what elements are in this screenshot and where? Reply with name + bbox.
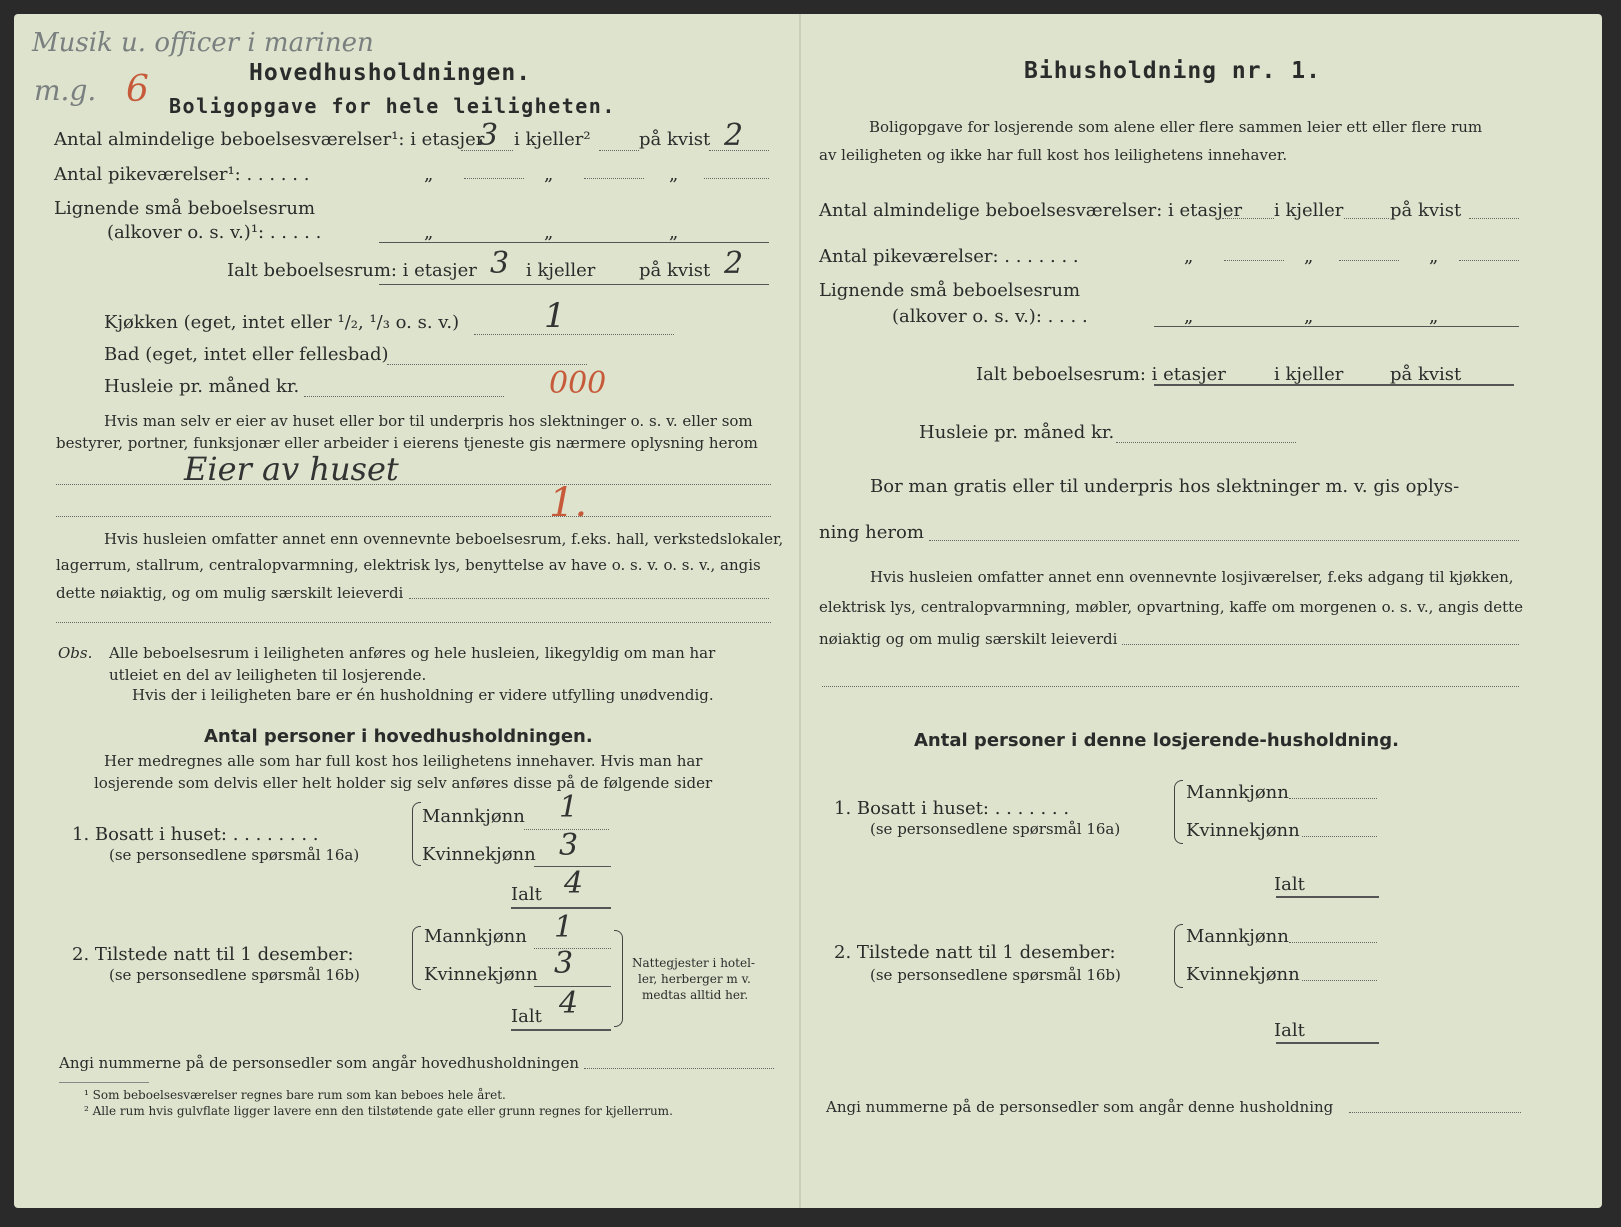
ditto-mark: „ [1184,246,1194,267]
ialt-kvist-value: 2 [724,246,744,281]
antal-text-1: Her medregnes alle som har full kost hos leilighetens innehaver. Hvis man har [104,752,703,770]
right-q2-kvinne: Kvinnekjønn [1186,964,1300,985]
right-q2-ialt: Ialt [1274,1020,1305,1041]
right-bor-text-1: Bor man gratis eller til underpris hos slektninger m. v. gis oplys- [870,476,1460,497]
alkover-label: (alkover o. s. v.)¹: . . . . . [107,222,322,243]
page-title: Hovedhusholdningen. [249,60,532,86]
right-q1-ialt: Ialt [1274,874,1305,895]
obs-text-3: Hvis der i leiligheten bare er én husholdning er videre utfylling unødvendig. [132,686,714,704]
page-subtitle: Boligopgave for hele leiligheten. [169,94,616,118]
husleien-text-2: lagerrum, stallrum, centralopvarmning, elektrisk lys, benyttelse av have o. s. v. o. s. v., angis [56,556,761,574]
ditto-mark: „ [544,222,554,243]
rooms-kvist-value: 2 [724,118,744,153]
pencil-note: Musik u. officer i marinen [32,28,374,58]
q1-mann-label: Mannkjønn [422,806,525,827]
kjokken-value: 1 [544,296,566,336]
right-antal-heading: Antal personer i denne losjerende-husholdning. [914,730,1399,751]
right-rooms-kvist: på kvist [1390,200,1462,221]
red-number: 6 [126,69,149,110]
q1-ialt-value: 4 [564,866,584,901]
husleie-label: Husleie pr. måned kr. [104,376,300,397]
q2-mann-label: Mannkjønn [424,926,527,947]
bad-label: Bad (eget, intet eller fellesbad) [104,344,389,365]
rooms-label: Antal almindelige beboelsesværelser¹: i etasjer [54,129,485,150]
q2-sub: (se personsedlene spørsmål 16b) [109,966,360,984]
husleie-value: 000 [549,366,607,401]
right-page-sub-household [804,14,1602,1208]
nattegjester-3: medtas alltid her. [642,988,749,1002]
right-angi-text: Angi nummerne på de personsedler som angår denne husholdning [826,1098,1334,1116]
right-q2-sub: (se personsedlene spørsmål 16b) [870,966,1121,984]
q1-kvinne-value: 3 [559,828,579,863]
right-q2-mann: Mannkjønn [1186,926,1289,947]
husleien-text-1: Hvis husleien omfatter annet enn ovennevnte beboelsesrum, f.eks. hall, verkstedslokaler, [104,530,784,548]
ditto-mark: „ [424,164,434,185]
rooms-etasjer-value: 3 [479,118,499,153]
right-ialt-kvist: på kvist [1390,364,1462,385]
q2-kvinne-label: Kvinnekjønn [424,964,538,985]
right-q1-kvinne: Kvinnekjønn [1186,820,1300,841]
antal-heading: Antal personer i hovedhusholdningen. [204,726,593,747]
ditto-mark: „ [1184,306,1194,327]
q1-kvinne-label: Kvinnekjønn [422,844,536,865]
right-husleie-label: Husleie pr. måned kr. [919,422,1115,443]
obs-text-2: utleiet en del av leiligheten til losjerende. [109,666,427,684]
right-rooms-kjeller: i kjeller [1274,200,1344,221]
right-ialt-kjeller: i kjeller [1274,364,1344,385]
q1-mann-value: 1 [559,790,579,825]
right-bor-text-2: ning herom [819,522,924,543]
right-q2-label: 2. Tilstede natt til 1 desember: [834,942,1116,963]
ialt-kvist-label: på kvist [639,260,711,281]
ditto-mark: „ [1304,246,1314,267]
husleien-text-3: dette nøiaktig, og om mulig særskilt leieverdi [56,584,404,602]
pike-label: Antal pikeværelser¹: . . . . . . [54,164,310,185]
kjokken-label: Kjøkken (eget, intet eller ¹/₂, ¹/₃ o. s. v.) [104,312,460,333]
q2-ialt-label: Ialt [511,1006,542,1027]
obs-label: Obs. [58,644,93,662]
footnote-2: ² Alle rum hvis gulvflate ligger lavere enn den tilstøtende gate eller grunn regnes for kjellerrum. [84,1104,673,1118]
rooms-kjeller-label: i kjeller² [514,129,591,150]
right-q1-sub: (se personsedlene spørsmål 16a) [870,820,1121,838]
antal-text-2: losjerende som delvis eller helt holder sig selv anføres disse på de følgende sider [94,774,713,792]
ditto-mark: „ [544,164,554,185]
census-form-sheet [14,14,1602,1208]
right-ialt-label: Ialt beboelsesrum: i etasjer [976,364,1226,385]
ditto-mark: „ [1429,306,1439,327]
q2-kvinne-value: 3 [554,946,574,981]
q1-sub: (se personsedlene spørsmål 16a) [109,846,360,864]
right-husleien-text-2: elektrisk lys, centralopvarmning, møbler, opvartning, kaffe om morgenen o. s. v., angis dette [819,598,1524,616]
q1-ialt-label: Ialt [511,884,542,905]
ditto-mark: „ [424,222,434,243]
ialt-etasjer-value: 3 [490,246,510,281]
lignende-label: Lignende små beboelsesrum [54,198,316,219]
right-pike-label: Antal pikeværelser: . . . . . . . [819,246,1079,267]
eier-text-1: Hvis man selv er eier av huset eller bor til underpris hos slektninger o. s. v. eller som [104,412,753,430]
obs-text-1: Alle beboelsesrum i leiligheten anføres og hele husleien, likegyldig om man har [109,644,716,662]
page-fold [799,14,801,1208]
right-husleien-text-1: Hvis husleien omfatter annet enn ovennevnte losjiværelser, f.eks adgang til kjøkken, [870,568,1514,586]
pencil-mg: m.g. [34,74,97,107]
eier-text-2: bestyrer, portner, funksjonær eller arbeider i eierens tjeneste gis nærmere oplysning herom [56,434,758,452]
ditto-mark: „ [669,164,679,185]
rooms-kvist-label: på kvist [639,129,711,150]
ditto-mark: „ [1429,246,1439,267]
nattegjester-2: ler, herberger m v. [638,972,751,986]
right-husleien-text-3: nøiaktig og om mulig særskilt leieverdi [819,630,1118,648]
right-q1-mann: Mannkjønn [1186,782,1289,803]
right-rooms-label: Antal almindelige beboelsesværelser: i etasjer [819,200,1243,221]
ialt-kjeller-label: i kjeller [526,260,596,281]
right-intro-2: av leiligheten og ikke har full kost hos leilighetens innehaver. [819,146,1288,164]
q2-label: 2. Tilstede natt til 1 desember: [72,944,354,965]
footnote-1: ¹ Som beboelsesværelser regnes bare rum som kan beboes hele året. [84,1088,506,1102]
right-lignende-label: Lignende små beboelsesrum [819,280,1081,301]
q1-label: 1. Bosatt i huset: . . . . . . . . [72,824,319,845]
q2-ialt-value: 4 [559,986,579,1021]
left-page-main-household [14,14,799,1208]
red-mark: 1. [549,480,588,526]
ialt-rooms-label: Ialt beboelsesrum: i etasjer [227,260,477,281]
q2-mann-value: 1 [554,910,574,945]
ditto-mark: „ [669,222,679,243]
right-intro-1: Boligopgave for losjerende som alene eller flere sammen leier ett eller flere rum [869,118,1483,136]
right-q1-label: 1. Bosatt i huset: . . . . . . . [834,798,1070,819]
eier-handwritten: Eier av huset [184,450,399,488]
right-title: Bihusholdning nr. 1. [1024,58,1321,84]
right-alkover-label: (alkover o. s. v.): . . . . [892,306,1088,327]
ditto-mark: „ [1304,306,1314,327]
angi-text: Angi nummerne på de personsedler som angår hovedhusholdningen [59,1054,579,1072]
nattegjester-1: Nattegjester i hotel- [632,956,755,970]
